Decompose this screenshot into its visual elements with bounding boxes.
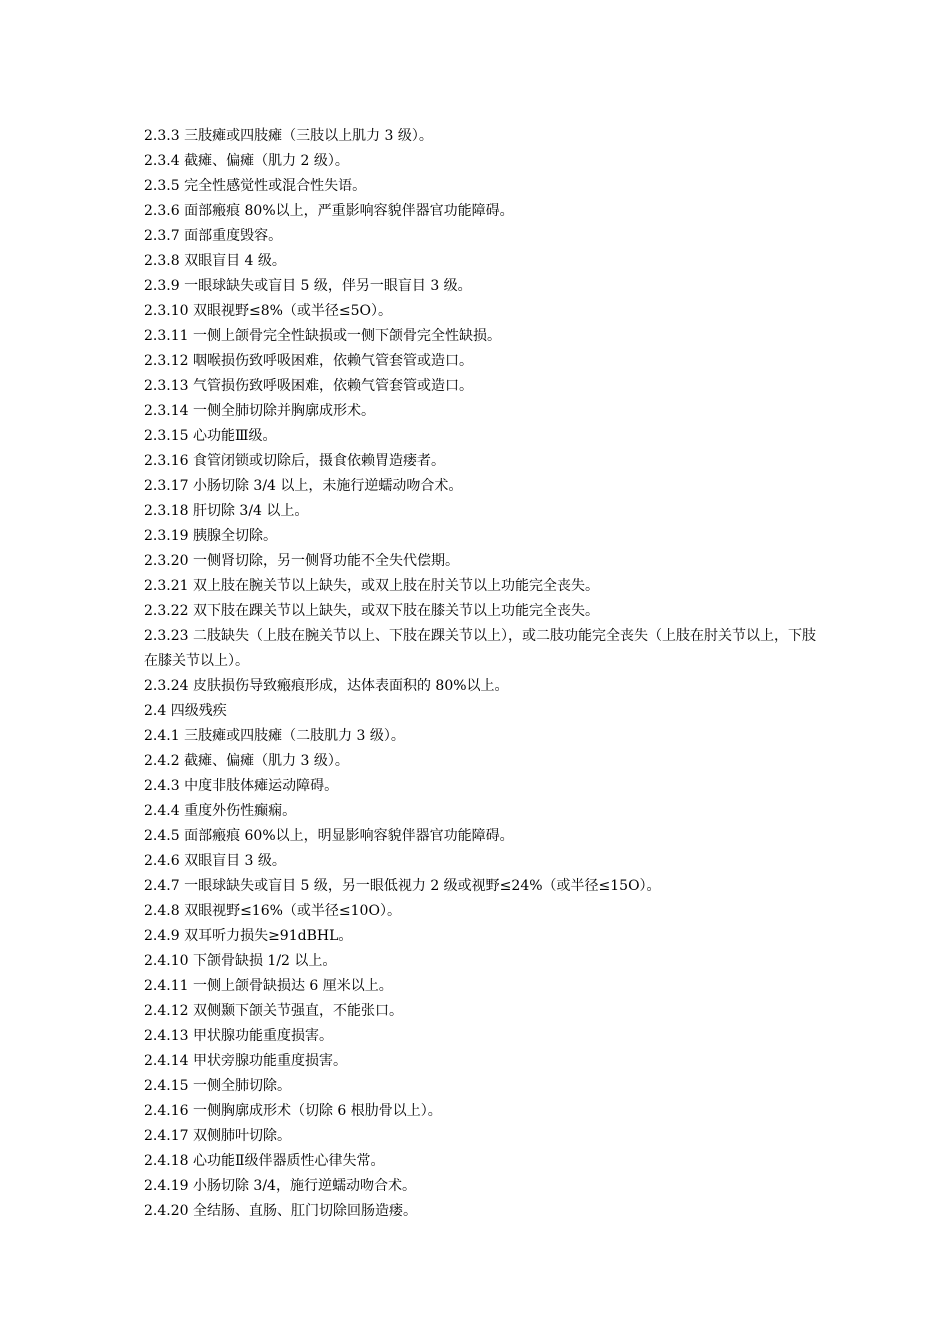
text-line: 2.4.8 双眼视野≤16%（或半径≤10O）。	[144, 903, 401, 919]
text-line: 2.4.15 一侧全肺切除。	[144, 1078, 291, 1094]
text-line: 2.4.6 双眼盲目 3 级。	[144, 853, 286, 869]
text-line: 2.3.17 小肠切除 3/4 以上，未施行逆蠕动吻合术。	[144, 478, 463, 494]
text-line: 2.4.20 全结肠、直肠、肛门切除回肠造瘘。	[144, 1203, 417, 1219]
text-line: 2.4.18 心功能Ⅱ级伴器质性心律失常。	[144, 1153, 385, 1169]
section-heading: 2.4 四级残疾	[144, 703, 227, 719]
text-line: 2.4.11 一侧上颌骨缺损达 6 厘米以上。	[144, 978, 393, 994]
text-paragraph-wrapped: 2.3.23 二肢缺失（上肢在腕关节以上、下肢在踝关节以上），或二肢功能完全丧失（上肢在肘关节以上，下肢在膝关节以上）。	[144, 628, 816, 669]
text-line: 2.4.2 截瘫、偏瘫（肌力 3 级）。	[144, 753, 349, 769]
text-line: 2.3.7 面部重度毁容。	[144, 228, 283, 244]
text-line: 2.4.12 双侧颞下颌关节强直，不能张口。	[144, 1003, 403, 1019]
text-line: 2.3.24 皮肤损伤导致瘢痕形成，达体表面积的 80%以上。	[144, 678, 509, 694]
text-line: 2.4.13 甲状腺功能重度损害。	[144, 1028, 333, 1044]
text-line: 2.3.20 一侧肾切除，另一侧肾功能不全失代偿期。	[144, 553, 459, 569]
text-line: 2.4.19 小肠切除 3/4，施行逆蠕动吻合术。	[144, 1178, 416, 1194]
text-line: 2.3.5 完全性感觉性或混合性失语。	[144, 178, 367, 194]
text-line: 2.3.15 心功能Ⅲ级。	[144, 428, 277, 444]
text-line: 2.4.7 一眼球缺失或盲目 5 级，另一眼低视力 2 级或视野≤24%（或半径≤15O）。	[144, 878, 661, 894]
text-line: 2.3.18 肝切除 3/4 以上。	[144, 503, 309, 519]
text-line: 2.3.12 咽喉损伤致呼吸困难，依赖气管套管或造口。	[144, 353, 473, 369]
text-line: 2.3.14 一侧全肺切除并胸廓成形术。	[144, 403, 375, 419]
text-line: 2.4.16 一侧胸廓成形术（切除 6 根肋骨以上）。	[144, 1103, 442, 1119]
document-body	[144, 124, 816, 1224]
text-line: 2.4.3 中度非肢体瘫运动障碍。	[144, 778, 339, 794]
text-line: 2.3.3 三肢瘫或四肢瘫（三肢以上肌力 3 级）。	[144, 128, 433, 144]
text-line: 2.4.4 重度外伤性癫痫。	[144, 803, 297, 819]
text-line: 2.3.13 气管损伤致呼吸困难，依赖气管套管或造口。	[144, 378, 473, 394]
text-line: 2.3.19 胰腺全切除。	[144, 528, 277, 544]
text-line: 2.3.10 双眼视野≤8%（或半径≤5O）。	[144, 303, 393, 319]
text-line: 2.3.8 双眼盲目 4 级。	[144, 253, 286, 269]
text-line: 2.4.14 甲状旁腺功能重度损害。	[144, 1053, 347, 1069]
text-line: 2.3.6 面部瘢痕 80%以上，严重影响容貌伴器官功能障碍。	[144, 203, 514, 219]
text-line: 2.3.16 食管闭锁或切除后，摄食依赖胃造瘘者。	[144, 453, 445, 469]
text-line: 2.4.10 下颌骨缺损 1/2 以上。	[144, 953, 337, 969]
text-line: 2.3.22 双下肢在踝关节以上缺失，或双下肢在膝关节以上功能完全丧失。	[144, 603, 599, 619]
text-line: 2.3.9 一眼球缺失或盲目 5 级，伴另一眼盲目 3 级。	[144, 278, 472, 294]
text-line: 2.3.11 一侧上颌骨完全性缺损或一侧下颌骨完全性缺损。	[144, 328, 501, 344]
text-line: 2.3.4 截瘫、偏瘫（肌力 2 级）。	[144, 153, 349, 169]
text-line: 2.4.9 双耳听力损失≥91dBHL。	[144, 928, 353, 944]
text-line: 2.3.21 双上肢在腕关节以上缺失，或双上肢在肘关节以上功能完全丧失。	[144, 578, 599, 594]
text-line: 2.4.1 三肢瘫或四肢瘫（二肢肌力 3 级）。	[144, 728, 405, 744]
text-line: 2.4.17 双侧肺叶切除。	[144, 1128, 291, 1144]
text-line: 2.4.5 面部瘢痕 60%以上，明显影响容貌伴器官功能障碍。	[144, 828, 514, 844]
